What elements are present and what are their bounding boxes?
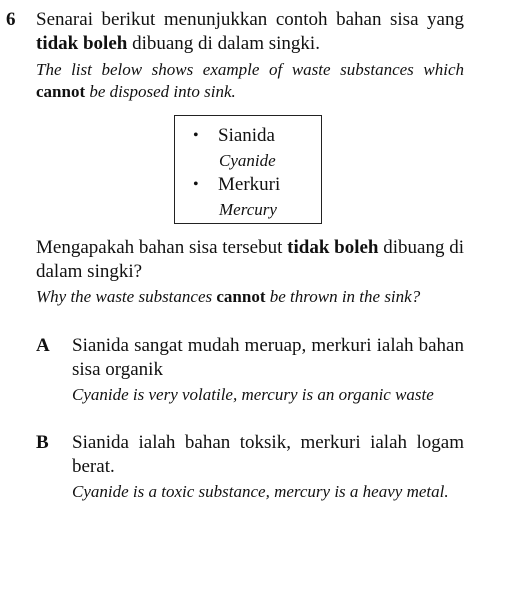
option-a-text-en: Cyanide is very volatile, mercury is an organic waste xyxy=(72,385,434,404)
option-a-text-ms: Sianida sangat mudah meruap, merkuri ialah bahan sisa organik xyxy=(72,335,464,380)
bullet-icon: • xyxy=(193,176,199,193)
prompt-en-part2: be thrown in the sink? xyxy=(265,287,421,306)
option-b-letter: B xyxy=(36,432,49,453)
prompt-ms-part1: Mengapakah bahan sisa tersebut xyxy=(36,237,288,258)
option-a-letter: A xyxy=(36,335,50,356)
stem-ms-bold: tidak boleh xyxy=(36,33,128,54)
list-item-en: Mercury xyxy=(219,200,277,219)
question-stem-en xyxy=(36,59,464,103)
stem-ms-part1: Senarai berikut menunjukkan contoh bahan sisa yang xyxy=(36,9,464,30)
stem-ms-part2: dibuang di dalam singki. xyxy=(127,33,320,54)
stem-en-bold: cannot xyxy=(36,82,86,101)
option-b-text-en: Cyanide is a toxic substance, mercury is a heavy metal. xyxy=(72,482,449,501)
waste-list-box xyxy=(174,115,322,224)
prompt-en-part1: Why the waste substances xyxy=(36,287,217,306)
list-item-en: Cyanide xyxy=(219,151,276,170)
list-item-ms: Merkuri xyxy=(218,174,281,195)
bullet-icon: • xyxy=(193,127,199,144)
prompt-en-bold: cannot xyxy=(216,287,266,306)
option-b-text-ms: Sianida ialah bahan toksik, merkuri ialah logam berat. xyxy=(72,432,464,477)
prompt-ms-part2: dibuang di dalam singki? xyxy=(36,237,464,282)
prompt-ms-bold: tidak boleh xyxy=(287,237,379,258)
stem-en-part2: be disposed into sink. xyxy=(85,82,236,101)
question-stem-ms xyxy=(36,8,464,56)
list-item-ms: Sianida xyxy=(218,125,275,146)
question-number: 6 xyxy=(6,9,16,30)
question-prompt-en xyxy=(36,286,464,308)
stem-en-part1: The list below shows example of waste substances which xyxy=(36,60,464,79)
question-prompt-ms xyxy=(36,236,464,284)
